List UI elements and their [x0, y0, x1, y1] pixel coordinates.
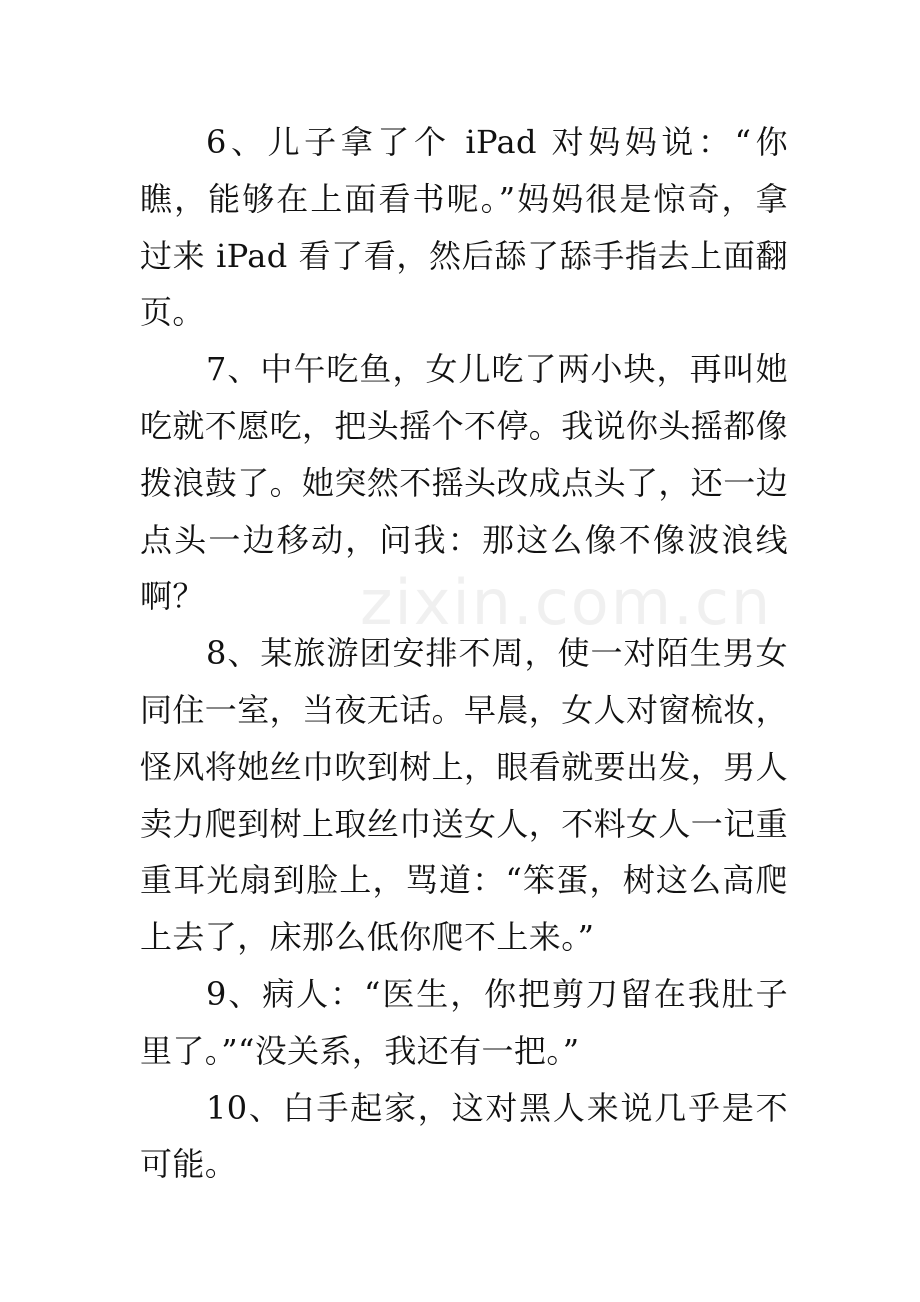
paragraph-joke-8: 8、某旅游团安排不周，使一对陌生男女同住一室，当夜无话。早晨，女人对窗梳妆，怪风将她丝巾吹到树上，眼看就要出发，男人卖力爬到树上取丝巾送女人，不料女人一记重重耳光扇到脸上，骂道：“笨蛋，树这么高爬上去了，床那么低你爬不上来。”	[140, 634, 789, 957]
paragraph-joke-10: 10、白手起家，这对黑人来说几乎是不可能。	[140, 1088, 788, 1184]
paragraph-joke-7: 7、中午吃鱼，女儿吃了两小块，再叫她吃就不愿吃，把头摇个不停。我说你头摇都像拨浪鼓了。她突然不摇头改成点头了，还一边点头一边移动，问我：那这么像不像波浪线啊？	[140, 350, 789, 616]
paragraph-joke-9: 9、病人：“医生，你把剪刀留在我肚子里了。”“没关系，我还有一把。”	[140, 974, 788, 1070]
paragraph-joke-6: 6、儿子拿了个 iPad 对妈妈说：“你瞧，能够在上面看书呢。”妈妈很是惊奇，拿过来 iPad 看了看，然后舔了舔手指去上面翻页。	[140, 123, 788, 332]
document-body	[140, 114, 788, 1193]
watermark: zixin.com.cn	[360, 566, 773, 639]
